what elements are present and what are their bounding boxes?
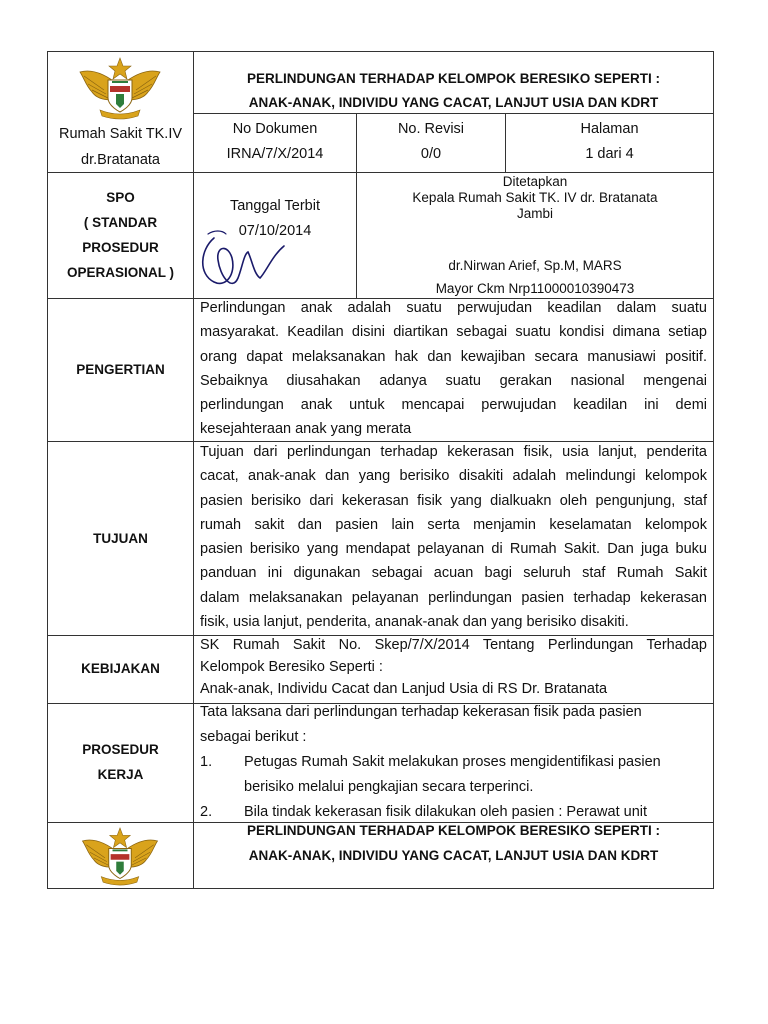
- tujuan-line: rumah sakit dan pasien lain serta menjamin keselamatan kelompok: [200, 516, 707, 533]
- pengertian-line: orang dapat melaksanakan hak dan kewajiban secara manusiawi positif.: [200, 348, 707, 365]
- spo-standar: ( STANDAR: [83, 215, 158, 230]
- issue-date-value: 07/10/2014: [238, 223, 312, 239]
- approved-label: Ditetapkan: [502, 174, 568, 189]
- pengertian-line: kesejahteraan anak yang merata: [200, 421, 412, 438]
- prosedur-intro-2: sebagai berikut :: [200, 729, 307, 745]
- approver-title-1: Kepala Rumah Sakit TK. IV dr. Bratanata: [412, 190, 658, 205]
- tujuan-line: dalam melaksanakan pelayanan perlindungan pasien terhadap kekerasan: [200, 589, 707, 606]
- approver-title-2: Jambi: [516, 206, 553, 221]
- prosedur-item1-number: 1.: [200, 754, 213, 770]
- spo-label: SPO: [106, 190, 135, 205]
- tujuan-label: TUJUAN: [93, 531, 148, 546]
- prosedur-item2-number: 2.: [200, 804, 213, 820]
- footer-title-line1: PERLINDUNGAN TERHADAP KELOMPOK BERESIKO SEPERTI :: [246, 823, 661, 838]
- prosedur-item1-line1: Petugas Rumah Sakit melakukan proses mengidentifikasi pasien: [244, 754, 661, 770]
- kebijakan-line: SK Rumah Sakit No. Skep/7/X/2014 Tentang Perlindungan Terhadap: [200, 637, 707, 653]
- kebijakan-label: KEBIJAKAN: [81, 661, 160, 676]
- hospital-name: Rumah Sakit TK.IV: [58, 126, 183, 142]
- tujuan-line: cacat, anak-anak dan yang berisiko disakiti adalah melindungi kelompok: [200, 468, 707, 485]
- page-label: Halaman: [580, 121, 639, 137]
- spo-operasional: OPERASIONAL ): [66, 265, 174, 280]
- pengertian-line: Perlindungan anak adalah suatu perwujudan keadilan dalam suatu: [200, 300, 707, 316]
- spo-prosedur: PROSEDUR: [82, 240, 159, 255]
- prosedur-intro-1: Tata laksana dari perlindungan terhadap kekerasan fisik pada pasien: [200, 704, 642, 720]
- tujuan-line: fisik, usia lanjut, penderita, ananak-anak dan yang berisiko disakiti.: [200, 614, 629, 631]
- kebijakan-line: Kelompok Beresiko Seperti :: [200, 659, 383, 675]
- left-column-divider: [193, 298, 194, 889]
- issue-date-label: Tanggal Terbit: [229, 198, 321, 214]
- pengertian-label: PENGERTIAN: [76, 362, 165, 377]
- hospital-subname: dr.Bratanata: [81, 152, 160, 168]
- prosedur-label-1: PROSEDUR: [82, 742, 159, 757]
- prosedur-label-2: KERJA: [97, 767, 144, 782]
- page-value: 1 dari 4: [585, 146, 634, 162]
- table-border-top: [47, 51, 714, 52]
- table-border-bottom: [47, 888, 714, 889]
- pengertian-line: masyarakat. Keadilan disini diartikan sebagai suatu kondisi dimana setiap: [200, 324, 707, 341]
- kebijakan-text: [200, 634, 707, 700]
- tujuan-line: Tujuan dari perlindungan terhadap kekerasan fisik, usia lanjut, penderita: [200, 444, 707, 460]
- pengertian-line: perlindungan anak untuk mencapai perwujudan keadilan ini demi: [200, 397, 707, 414]
- table-border-right: [713, 51, 714, 889]
- footer-title-line2: ANAK-ANAK, INDIVIDU YANG CACAT, LANJUT USIA DAN KDRT: [248, 848, 659, 863]
- doc-number-label: No Dokumen: [232, 121, 318, 137]
- approver-rank: Mayor Ckm Nrp11000010390473: [435, 281, 635, 296]
- document-title-line1: PERLINDUNGAN TERHADAP KELOMPOK BERESIKO SEPERTI :: [246, 71, 661, 86]
- header-divider: [47, 172, 714, 173]
- pengertian-line: Sebaiknya diusahakan adanya suatu gerakan nasional mengenai: [200, 372, 707, 389]
- pengertian-text: [200, 296, 707, 442]
- tujuan-text: [200, 440, 707, 634]
- doc-number-value: IRNA/7/X/2014: [226, 146, 324, 162]
- signature-icon: [192, 216, 288, 298]
- hospital-logo-bottom-icon: [74, 826, 166, 886]
- revision-label: No. Revisi: [397, 121, 465, 137]
- document-title-line2: ANAK-ANAK, INDIVIDU YANG CACAT, LANJUT USIA DAN KDRT: [248, 95, 659, 110]
- prosedur-item1-line2: berisiko melalui pengkajian secara terperinci.: [244, 779, 534, 795]
- kebijakan-line: Anak-anak, Individu Cacat dan Lanjud Usia di RS Dr. Bratanata: [200, 681, 608, 697]
- tujuan-line: pasien berisiko dari kekerasan fisik yang dialkuakn oleh pengunjung, staf: [200, 492, 707, 509]
- hospital-logo-icon: [74, 56, 166, 120]
- tujuan-line: pasien berisiko yang mendapat pelayanan di Rumah Sakit. Dan juga buku: [200, 541, 707, 558]
- tujuan-line: panduan ini digunakan sebagai acuan bagi seluruh staf Rumah Sakit: [200, 565, 707, 582]
- prosedur-item2-line1: Bila tindak kekerasan fisik dilakukan oleh pasien : Perawat unit: [244, 804, 648, 820]
- table-border-left: [47, 51, 48, 889]
- revision-value: 0/0: [420, 146, 442, 162]
- approver-name: dr.Nirwan Arief, Sp.M, MARS: [448, 258, 622, 273]
- header-title-divider: [193, 113, 714, 114]
